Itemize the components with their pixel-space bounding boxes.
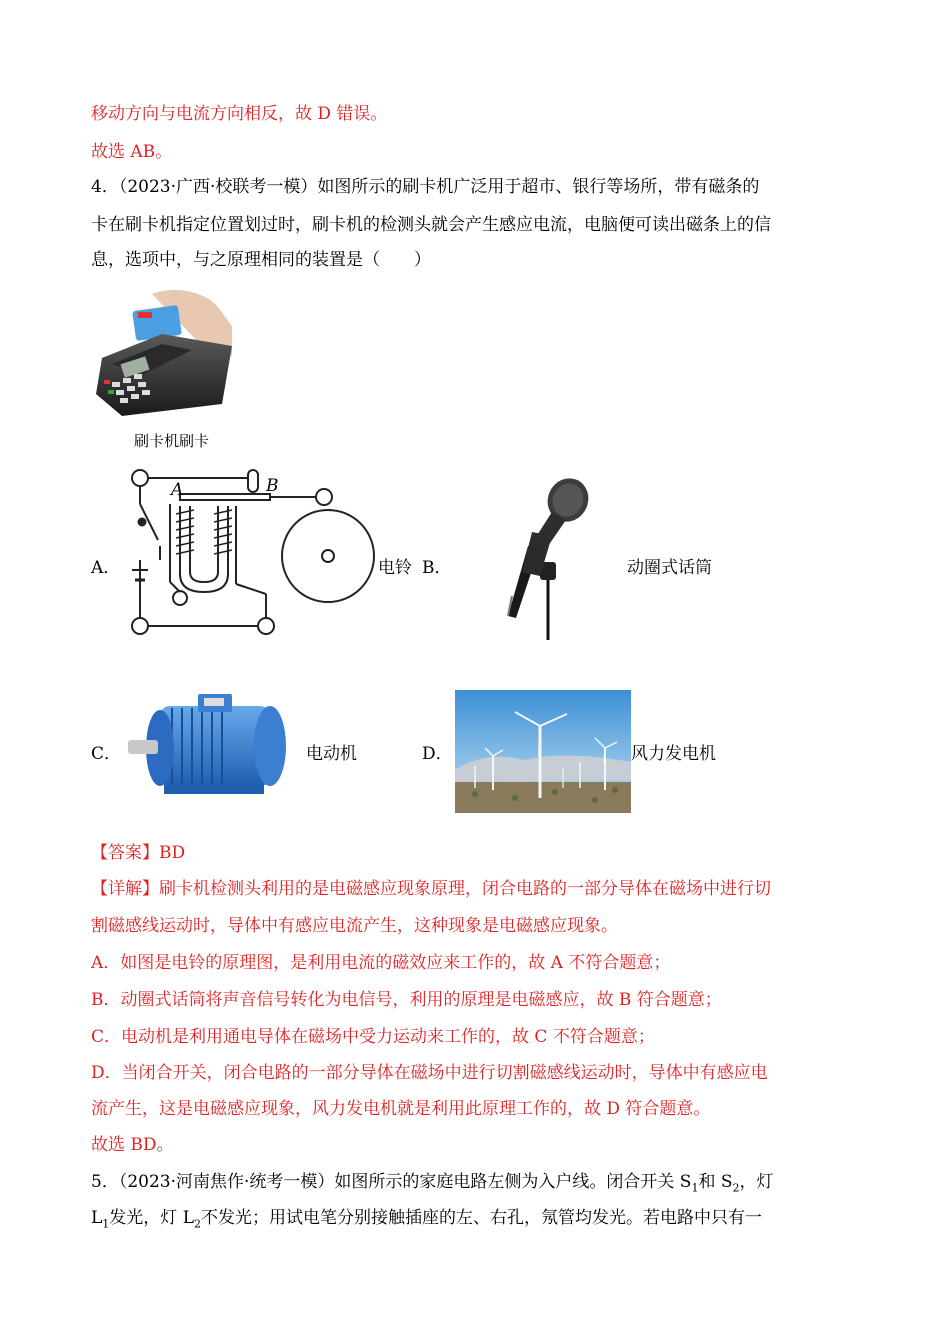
option-d-label: D． xyxy=(422,744,453,764)
q5-line1-c: ，灯 xyxy=(739,1172,774,1192)
detail-d-line-1: D．当闭合开关，闭合电路的一部分导体在磁场中进行切割磁感线运动时，导体中有感应电 xyxy=(91,1063,768,1083)
q5-line1-a: 5．（2023·河南焦作·统考一模）如图所示的家庭电路左侧为入户线。闭合开关 S xyxy=(91,1172,692,1192)
option-b-label: B． xyxy=(422,558,452,578)
q5-stem-line-2 xyxy=(91,1206,762,1236)
detail-b: B．动圈式话筒将声音信号转化为电信号，利用的原理是电磁感应，故 B 符合题意； xyxy=(91,990,722,1010)
prev-text-line-1: 移动方向与电流方向相反，故 D 错误。 xyxy=(91,104,388,124)
detail-a: A．如图是电铃的原理图，是利用电流的磁效应来工作的，故 A 不符合题意； xyxy=(91,953,671,973)
detail-line-1: 【详解】刷卡机检测头利用的是电磁感应现象原理，闭合电路的一部分导体在磁场中进行切 xyxy=(91,879,771,899)
q5-line2-b: 发光，灯 L xyxy=(109,1208,194,1228)
q5-stem-line-1 xyxy=(91,1170,774,1200)
answer-line: 【答案】BD xyxy=(91,843,186,863)
bell-label-b: B xyxy=(266,476,279,496)
q5-line2-a: L xyxy=(91,1208,103,1228)
detail-c: C．电动机是利用通电导体在磁场中受力运动来工作的，故 C 不符合题意； xyxy=(91,1027,655,1047)
bell-label-a: A xyxy=(171,480,184,500)
prev-text-line-2: 故选 AB。 xyxy=(91,142,173,162)
q5-l1-sub: 1 xyxy=(102,1217,110,1231)
option-a-label: A． xyxy=(91,558,121,578)
electric-bell-diagram xyxy=(124,464,376,640)
microphone-image xyxy=(488,476,598,640)
option-c-name: 电动机 xyxy=(306,744,357,764)
q5-s1-sub: 1 xyxy=(691,1181,699,1195)
option-d-name: 风力发电机 xyxy=(631,744,716,764)
q4-stem-line-1: 4．（2023·广西·校联考一模）如图所示的刷卡机广泛用于超市、银行等场所，带有磁条的 xyxy=(91,177,760,197)
q5-line2-c: 不发光；用试电笔分别接触插座的左、右孔，氖管均发光。若电路中只有一 xyxy=(201,1208,762,1228)
option-c-label: C． xyxy=(91,744,122,764)
q5-l2-sub: 2 xyxy=(194,1217,201,1231)
card-reader-caption: 刷卡机刷卡 xyxy=(134,432,210,450)
detail-d-line-2: 流产生，这是电磁感应现象，风力发电机就是利用此原理工作的，故 D 符合题意。 xyxy=(91,1099,711,1119)
electric-motor-image xyxy=(124,690,288,804)
q5-s2-sub: 2 xyxy=(732,1181,740,1195)
q5-line1-b: 和 S xyxy=(698,1172,733,1192)
detail-line-2: 割磁感线运动时，导体中有感应电流产生，这种现象是电磁感应现象。 xyxy=(91,916,618,936)
q4-stem-line-3: 息，选项中，与之原理相同的装置是（ ） xyxy=(91,250,431,270)
q4-stem-line-2: 卡在刷卡机指定位置划过时，刷卡机的检测头就会产生感应电流，电脑便可读出磁条上的信 xyxy=(91,215,771,235)
card-reader-image xyxy=(92,286,234,418)
option-b-name: 动圈式话筒 xyxy=(627,558,712,578)
final-choice: 故选 BD。 xyxy=(91,1135,174,1155)
option-a-name: 电铃 xyxy=(378,558,412,578)
wind-turbine-image xyxy=(455,690,631,813)
